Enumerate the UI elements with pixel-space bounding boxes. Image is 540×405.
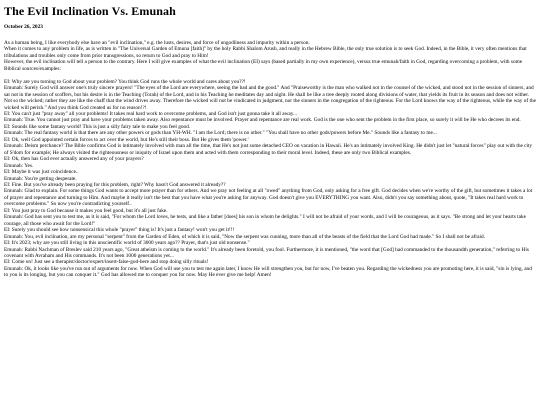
dialogue-line: Emunah: Rabbi Nachman of Breslev said 210 years ago, "Great atheism is coming to the world." It's already been foretold, you fool. Furthermore, it is mentioned, "the word that [God] had commanded to the thousandth generation," referring to His covenant with Avraham and His commands. It's not been 1000 generations yet... (4, 246, 529, 259)
dialogue-line: EI: Sounds like some fantasy world! This is just a silly fairy tale to make you feel good. (4, 123, 191, 130)
page-title: The Evil Inclination Vs. Emunah (4, 4, 176, 18)
intro-paragraph: However, the evil inclination will tell a person to the contrary. Here I will give examples of what the evil inclination (EI) says (based partially in my own experience), versus true emunah/faith in God, regarding overcoming a problem, with some Biblical sources/examples: (4, 59, 523, 72)
dialogue-line: Emunah: God has sent you to test me, as it is said, "For whom the Lord loves, he tests, and like a father [does] his son in whom he delights." I will not be afraid of your words, and I will be courageous, as it says. "Be strong and let your hearts take courage, all those who await for the Lord!" (4, 214, 526, 227)
dialogue-line: EI: Maybe it was just coincidence.. (4, 169, 79, 176)
dialogue-line: EI: Come on! Just see a therapist/doctor/expert/insert-false-god-here and stop doing silly rituals! (4, 259, 209, 266)
dialogue-line: EI: You can't just "pray away" all your problems! It takes real hard work to overcome problems, and God isn't just gonna take it all away... (4, 111, 298, 118)
dialogue-line: Emunah: You're getting desperate. (4, 175, 77, 182)
dialogue-section (4, 79, 536, 279)
dialogue-line: Emunah: Glad to explain. For some things God wants to accept more prayer than for others. And we pray not feeling at all "owed" anything from God, only asking for a free gift. God decides when we're worthy of the gift, but sometimes it takes a lot of prayer and repentance and turning to Him. And maybe it really isn't the best that you have what you're asking for anyway. God doesn't give you EVERYTHING you want. Also, didn't you say something about, quote, "It takes real hard work to overcome problems." So now you're contradicting yourself.. (4, 188, 533, 208)
dialogue-line: Emunah: Surely God will answer one's truly sincere prayers! "The eyes of the Lord are everywhere, seeing the bad and the good." And "Praiseworthy is the man who walked not in the counsel of the wicked, and stood not in the session of sinners, and sat not in the session of scoffers, but his desire is in the Teaching (Torah) of the Lord, and in his Teaching he meditates day and night. He shall be like a tree deeply rooted along divisions of water, that yields its fruit in its season and does not wither. Not so the wicked; rather they are like the chaff that the wind drives away. Therefore the wicked will not be vindicated in judgment, nor the sinners in the congregation of the righteous. For the Lord knows the way of the righteous, while the way of the wicked will perish." And you think God created us for no reason!?! (4, 85, 536, 111)
dialogue-line: EI: You just pray to God because it makes you feel good, but it's all just fake. (4, 207, 168, 214)
dialogue-line: EI: Ok, then has God ever actually answered any of your prayers? (4, 156, 144, 163)
dialogue-line: Emunah: Yes. (4, 162, 34, 169)
dialogue-line: Emunah: You, evil inclination, are my personal "serpent" from the Garden of Eden, of which it is said, "Now the serpent was cunning, more than all of the beasts of the field that the Lord God had made." So I shall not be afraid. (4, 233, 485, 240)
intro-paragraph: When it comes to any problem in life, as is written in "The Universal Garden of Emuna [faith]" by the holy Rabbi Shalom Arush, and really in the Hebrew Bible, the only true solution is to seek God. Indeed, in the Bible, it very often mentions that tribulations and troubles only come from prior transgressions, so return to God and pray to Him! (4, 46, 527, 59)
post-date: October 26, 2023 (4, 24, 43, 30)
intro-paragraph: As a human being, I like everybody else have an "evil inclination," e.g. the lusts, desires, and force of ungodliness and impurity within a person. (4, 40, 310, 46)
dialogue-line: EI: Fine. But you've already been praying for this problem, right? Why hasn't God answered it already?? (4, 182, 226, 189)
dialogue-line: EI: Surely you should see how nonsensical this whole "prayer" thing is! It's just a fantasy! won't you get it!!! (4, 227, 235, 234)
intro-section (4, 40, 536, 72)
dialogue-line: Emunah: Deism perchance? The Bible confirms God is intimately involved with man all the time, that He's not just some detached CEO on vacation in Hawaii. He's an intimately involved King. He didn't just let "natural forces" play out with the city of S'dom for example; He always visited the righteousness or iniquity of Israel upon them and acted with them corresponding to their moral level. Indeed, these are only two Biblical examples. (4, 143, 533, 156)
dialogue-line: EI: It's 2023; why are you still living in this unscientific world of 3000 years ago?? Prayer, that's just old nonsense." (4, 240, 250, 247)
dialogue-line: Emunah: True. You cannot just pray and have your problems taken away. Also repentance must be involved. Prayer and repentance are real work. God is the one who sent the problem in the first place, so surely it will be He who decrees its end. (4, 117, 521, 124)
dialogue-line: Emunah: The real fantasy world is that there are any other powers or gods than YH-WH. "I am the Lord; there is no other." "You shall have no other gods/powers before Me." Sounds like a fantasy to me... (4, 130, 437, 137)
dialogue-line: EI: Ok, well God appointed certain forces to act over the world, but He's still their boss. But He gives them 'power.' (4, 136, 249, 143)
dialogue-line: EI: Why are you turning to God about your problem? You think God runs the whole world and cares about you??! (4, 78, 246, 85)
dialogue-line: Emunah: Ok, it looks like you've run out of arguments for now. When God will use you to test me again later, I know He will strengthen you, but for now, I've beaten you. Regarding the wickedness you are promoting here, it is said, "sin is lying, and to you is its longing, but you can conquer it." God has allowed me to conquer you for now. May He ever give me help! Amen! (4, 265, 532, 279)
